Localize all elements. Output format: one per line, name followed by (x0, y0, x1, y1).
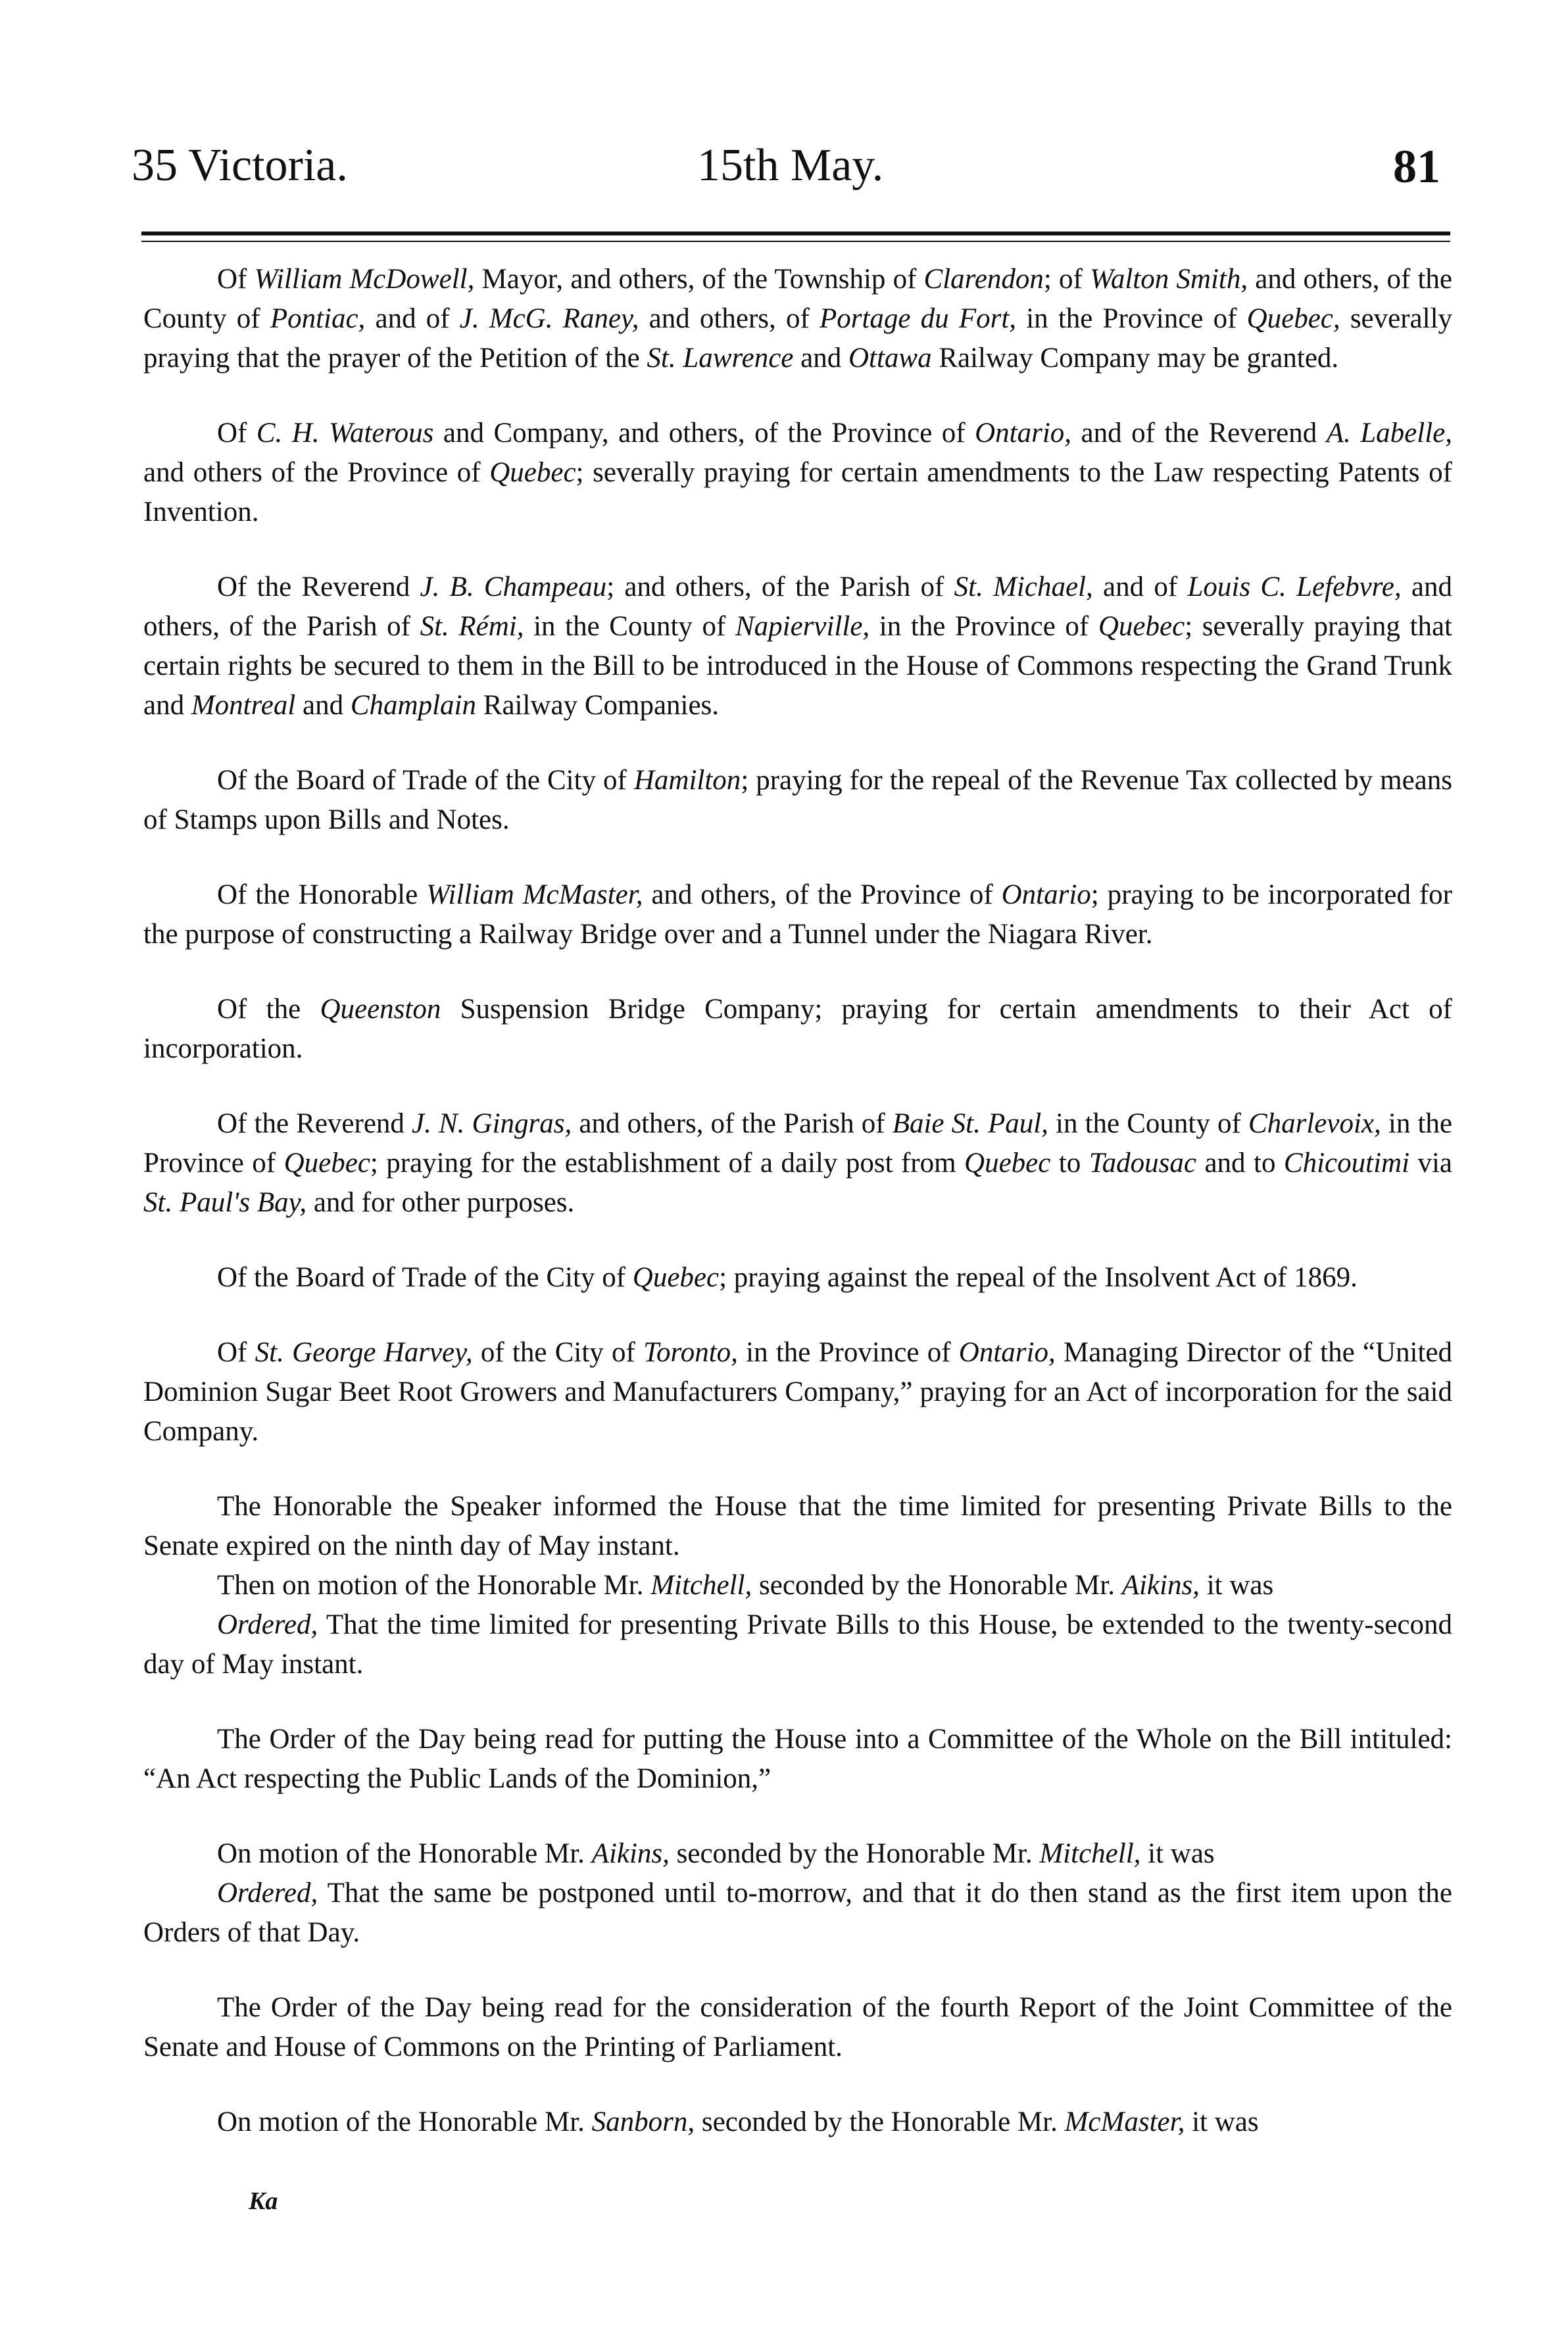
italic-text: Champlain (350, 690, 477, 721)
paragraph (143, 1104, 1452, 1223)
header-rule-thin (141, 241, 1450, 242)
italic-text: Hamilton (633, 765, 741, 796)
text-run: seconded by the Honorable Mr. (752, 1570, 1122, 1601)
italic-text: Ontario, (975, 418, 1072, 449)
italic-text: Aikins, (591, 1838, 670, 1869)
text-run: The Order of the Day being read for the consideration of the fourth Report of the Joint Committee of the Senate and House of Commons on the Printing of Parliament. (143, 1992, 1452, 2062)
text-run: Of (217, 264, 255, 295)
italic-text: Quebec (632, 1262, 720, 1293)
italic-text: Charlevoix, (1248, 1108, 1381, 1139)
paragraph (143, 1566, 1452, 1605)
italic-text: Mitchell, (650, 1570, 752, 1601)
italic-text: Napierville, (735, 611, 870, 642)
italic-text: McMaster, (1064, 2107, 1185, 2137)
text-run: The Honorable the Speaker informed the House that the time limited for presenting Private Bills to the Senate expired on the ninth day of May instant. (143, 1491, 1452, 1561)
text-run: and others, of the Parish of (572, 1108, 893, 1139)
paragraph (143, 568, 1452, 725)
paragraph (143, 875, 1452, 954)
paragraph (143, 1333, 1452, 1451)
text-run: and others of the Province of (143, 457, 490, 488)
italic-text: Mitchell, (1039, 1838, 1141, 1869)
text-run: Of the Board of Trade of the City of (217, 1262, 633, 1293)
italic-text: Clarendon (923, 264, 1044, 295)
text-run: Of (217, 1337, 255, 1368)
text-run: in the Province of (143, 1108, 1452, 1179)
paragraph (143, 260, 1452, 378)
header-date: 15th May. (697, 140, 884, 191)
catchword: Ka (249, 2187, 278, 2215)
italic-text: St. George Harvey, (255, 1337, 473, 1368)
text-run: ; and others, of the Parish of (606, 572, 954, 602)
italic-text: Chicoutimi (1283, 1148, 1410, 1179)
paragraph (143, 1988, 1452, 2067)
paragraph (143, 1258, 1452, 1298)
text-run: Managing Director of the “United Dominion Sugar Beet Root Growers and Manufacturers Company,” praying for an Act of incorporation for the said Company. (143, 1337, 1453, 1447)
italic-text: J. McG. Raney, (459, 303, 639, 334)
text-run: Of the Honorable (217, 879, 427, 910)
paragraph (143, 761, 1452, 840)
page-header (132, 139, 1440, 212)
italic-text: Ontario, (958, 1337, 1056, 1368)
text-run: of the City of (472, 1337, 644, 1368)
text-run: The Order of the Day being read for putting the House into a Committee of the Whole on the Bill intituled: “An Act respecting the Public Lands of the Dominion,” (143, 1724, 1452, 1794)
text-run: via (1409, 1148, 1453, 1179)
text-run: That the same be postponed until to-morrow, and that it do then stand as the first item upon the Orders of that Day. (143, 1878, 1452, 1948)
text-run: and (295, 690, 351, 721)
italic-text: Queenston (320, 994, 441, 1025)
text-run: and others, of the County of (143, 264, 1452, 334)
italic-text: Sanborn, (591, 2107, 695, 2137)
text-run: and for other purposes. (306, 1187, 575, 1218)
text-run: ; praying to be incorporated for the purpose of constructing a Railway Bridge over and a Tunnel under the Niagara River. (143, 879, 1452, 950)
italic-text: Tadousac (1089, 1148, 1196, 1179)
italic-text: Ottawa (848, 343, 932, 374)
italic-text: Baie St. Paul, (892, 1108, 1048, 1139)
italic-text: St. Lawrence (647, 343, 794, 374)
text-run: Railway Company may be granted. (931, 343, 1339, 374)
italic-text: Aikins, (1121, 1570, 1200, 1601)
text-run: in the County of (1048, 1108, 1248, 1139)
text-run: ; praying for the establishment of a daily post from (370, 1148, 965, 1179)
italic-text: Toronto, (643, 1337, 738, 1368)
text-run: Of the (217, 994, 320, 1025)
page-number: 81 (1393, 140, 1440, 193)
italic-text: William McDowell, (254, 264, 475, 295)
text-run: ; praying against the repeal of the Insolvent Act of 1869. (719, 1262, 1358, 1293)
italic-text: Quebec (489, 457, 576, 488)
italic-text: William McMaster, (426, 879, 643, 910)
text-run: ; severally praying that certain rights be secured to them in the Bill to be introduced in the House of Commons respecting the Grand Trunk and (143, 611, 1452, 721)
paragraph (143, 990, 1452, 1069)
text-run: Mayor, and others, of the Township of (474, 264, 924, 295)
text-run: in the Province of (870, 611, 1098, 642)
text-run: it was (1185, 2107, 1259, 2137)
text-run: in the Province of (737, 1337, 959, 1368)
paragraph (143, 1834, 1452, 1874)
text-run: severally praying that the prayer of the Petition of the (143, 303, 1453, 374)
italic-text: Portage du Fort, (819, 303, 1017, 334)
paragraph (143, 1720, 1452, 1799)
italic-text: Quebec (964, 1148, 1051, 1179)
italic-text: St. Rémi, (420, 611, 524, 642)
text-run: in the Province of (1016, 303, 1247, 334)
italic-text: Walton Smith, (1089, 264, 1248, 295)
paragraph (143, 2103, 1452, 2142)
italic-text: Louis C. Lefebvre, (1187, 572, 1402, 602)
italic-text: St. Michael, (954, 572, 1093, 602)
journal-body (143, 260, 1452, 2178)
paragraph (143, 1605, 1452, 1684)
italic-text: Ontario (1001, 879, 1091, 910)
italic-text: Pontiac, (270, 303, 366, 334)
italic-text: Ordered, (217, 1878, 318, 1909)
text-run: On motion of the Honorable Mr. (217, 1838, 592, 1869)
text-run: ; of (1043, 264, 1090, 295)
italic-text: Quebec, (1246, 303, 1340, 334)
text-run: to (1050, 1148, 1089, 1179)
italic-text: Quebec (283, 1148, 370, 1179)
text-run: and Company, and others, of the Province of (433, 418, 975, 449)
text-run: and to (1196, 1148, 1284, 1179)
italic-text: Montreal (191, 690, 296, 721)
text-run: That the time limited for presenting Private Bills to this House, be extended to the twenty-second day of May instant. (143, 1609, 1452, 1680)
text-run: and others, of the Province of (643, 879, 1002, 910)
paragraph (143, 414, 1452, 532)
text-run: seconded by the Honorable Mr. (669, 1838, 1040, 1869)
text-run: it was (1199, 1570, 1274, 1601)
text-run: and of the Reverend (1071, 418, 1327, 449)
text-run: Railway Companies. (476, 690, 720, 721)
paragraph (143, 1487, 1452, 1566)
text-run: Of the Reverend (217, 572, 420, 602)
text-run: and others, of the Parish of (143, 572, 1452, 642)
italic-text: St. Paul's Bay, (143, 1187, 307, 1218)
text-run: and of (365, 303, 460, 334)
text-run: Suspension Bridge Company; praying for certain amendments to their Act of incorporation. (143, 994, 1452, 1064)
text-run: and of (1092, 572, 1188, 602)
italic-text: A. Labelle, (1326, 418, 1452, 449)
italic-text: C. H. Waterous (256, 418, 434, 449)
italic-text: Quebec (1098, 611, 1185, 642)
text-run: seconded by the Honorable Mr. (695, 2107, 1065, 2137)
text-run: in the County of (524, 611, 735, 642)
text-run: On motion of the Honorable Mr. (217, 2107, 592, 2137)
text-run: it was (1140, 1838, 1215, 1869)
italic-text: J. N. Gingras, (412, 1108, 572, 1139)
text-run: Of (217, 418, 257, 449)
header-session: 35 Victoria. (132, 140, 348, 191)
text-run: and (793, 343, 848, 374)
text-run: and others, of (639, 303, 820, 334)
italic-text: Ordered, (217, 1609, 318, 1640)
text-run: Of the Reverend (217, 1108, 412, 1139)
text-run: ; praying for the repeal of the Revenue Tax collected by means of Stamps upon Bills and Notes. (143, 765, 1452, 835)
header-rule-thick (141, 231, 1450, 235)
text-run: ; severally praying for certain amendments to the Law respecting Patents of Invention. (143, 457, 1452, 527)
text-run: Of the Board of Trade of the City of (217, 765, 634, 796)
italic-text: J. B. Champeau (420, 572, 607, 602)
paragraph (143, 1874, 1452, 1953)
text-run: Then on motion of the Honorable Mr. (217, 1570, 651, 1601)
